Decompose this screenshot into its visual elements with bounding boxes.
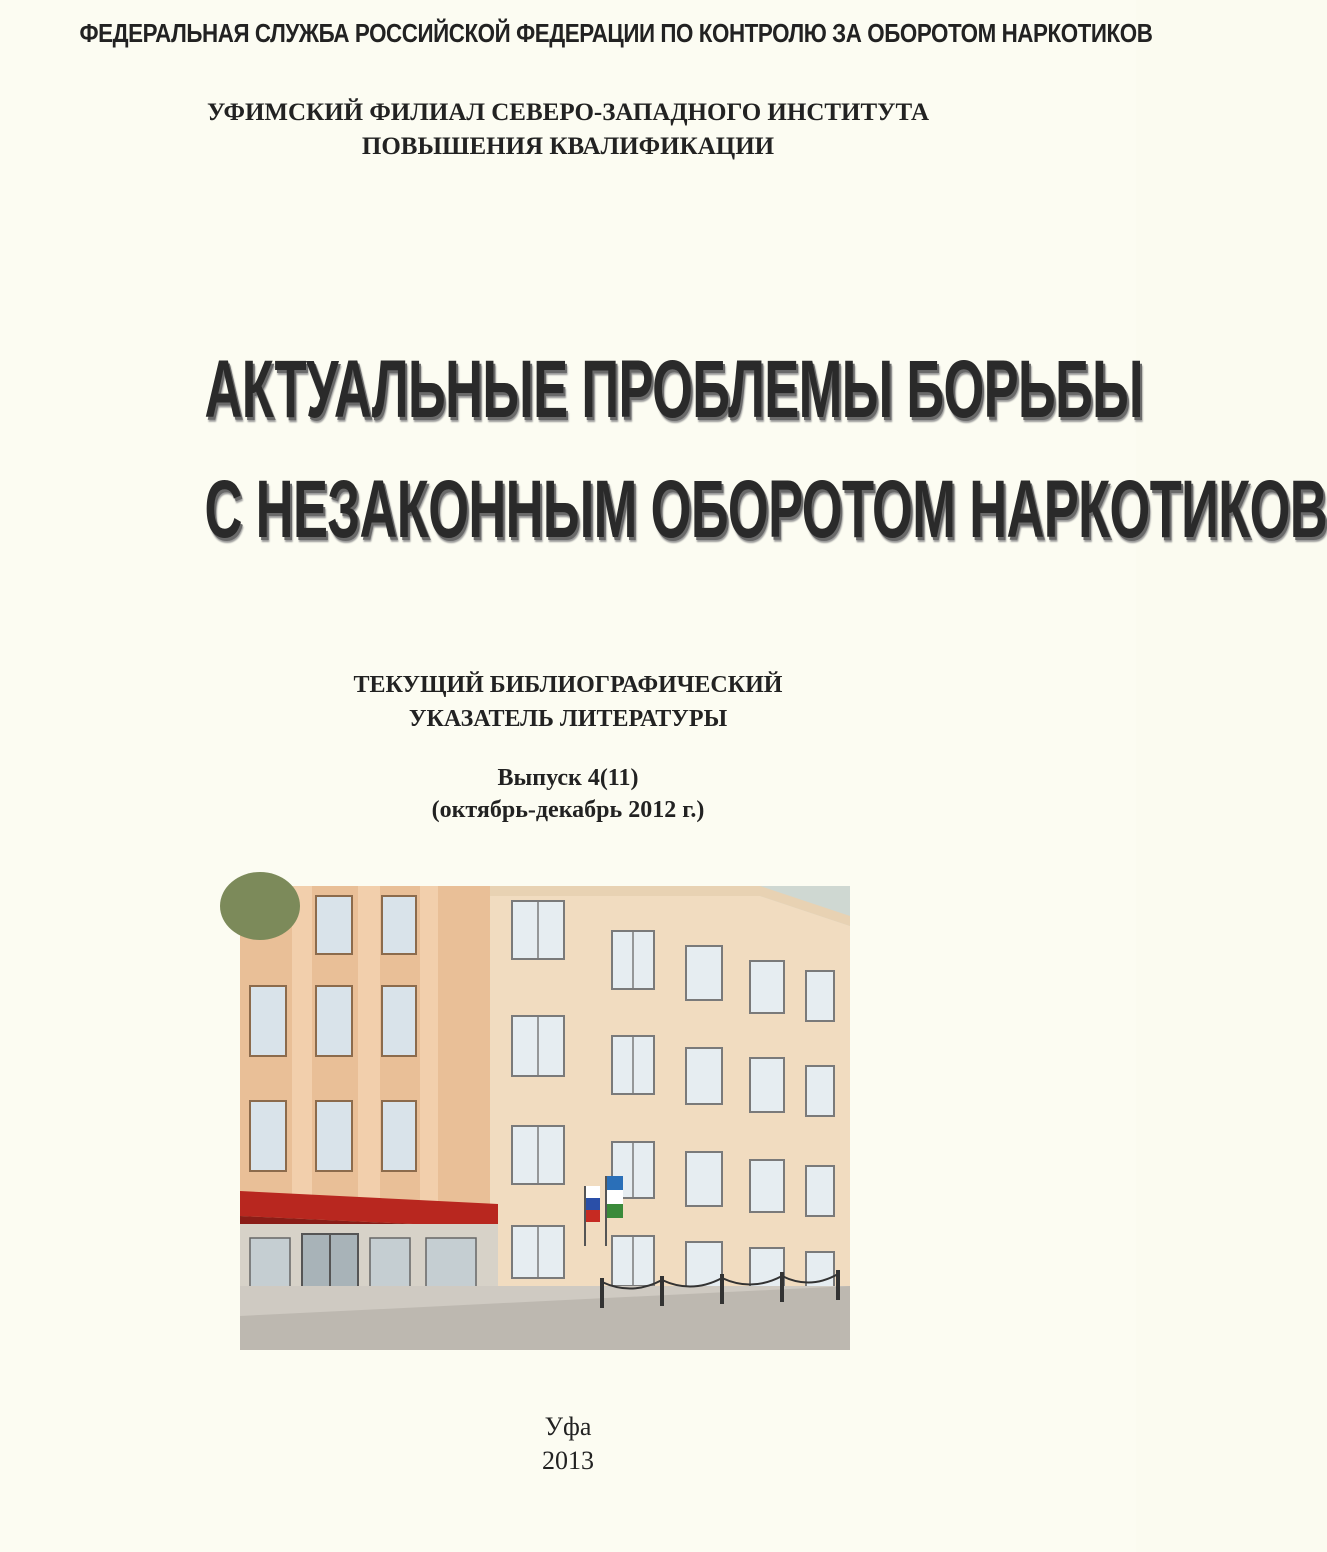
title-line-1: АКТУАЛЬНЫЕ ПРОБЛЕМЫ БОРЬБЫ xyxy=(204,344,1143,435)
branch-line-2: ПОВЫШЕНИЯ КВАЛИФИКАЦИИ xyxy=(361,133,775,160)
issue-info xyxy=(0,762,1136,826)
subtitle-line-1: ТЕКУЩИЙ БИБЛИОГРАФИЧЕСКИЙ xyxy=(353,672,783,698)
city: Уфа xyxy=(544,1412,592,1441)
issue-period: (октябрь-декабрь 2012 г.) xyxy=(431,797,705,823)
issue-number: Выпуск 4(11) xyxy=(497,765,639,791)
imprint xyxy=(0,1410,1136,1478)
subtitle-line-2: УКАЗАТЕЛЬ ЛИТЕРАТУРЫ xyxy=(408,706,728,732)
agency-name: ФЕДЕРАЛЬНАЯ СЛУЖБА РОССИЙСКОЙ ФЕДЕРАЦИИ ПО КОНТРОЛЮ ЗА ОБОРОТОМ НАРКОТИКОВ xyxy=(79,18,1153,48)
title-line-2: С НЕЗАКОННЫМ ОБОРОТОМ НАРКОТИКОВ xyxy=(204,464,1327,555)
branch-line-1: УФИМСКИЙ ФИЛИАЛ СЕВЕРО-ЗАПАДНОГО ИНСТИТУТА xyxy=(207,99,929,126)
year: 2013 xyxy=(542,1446,594,1475)
building-photo xyxy=(240,886,850,1350)
branch-name xyxy=(0,96,1136,164)
cover-subtitle xyxy=(0,668,1136,736)
cover-title xyxy=(204,330,1327,570)
